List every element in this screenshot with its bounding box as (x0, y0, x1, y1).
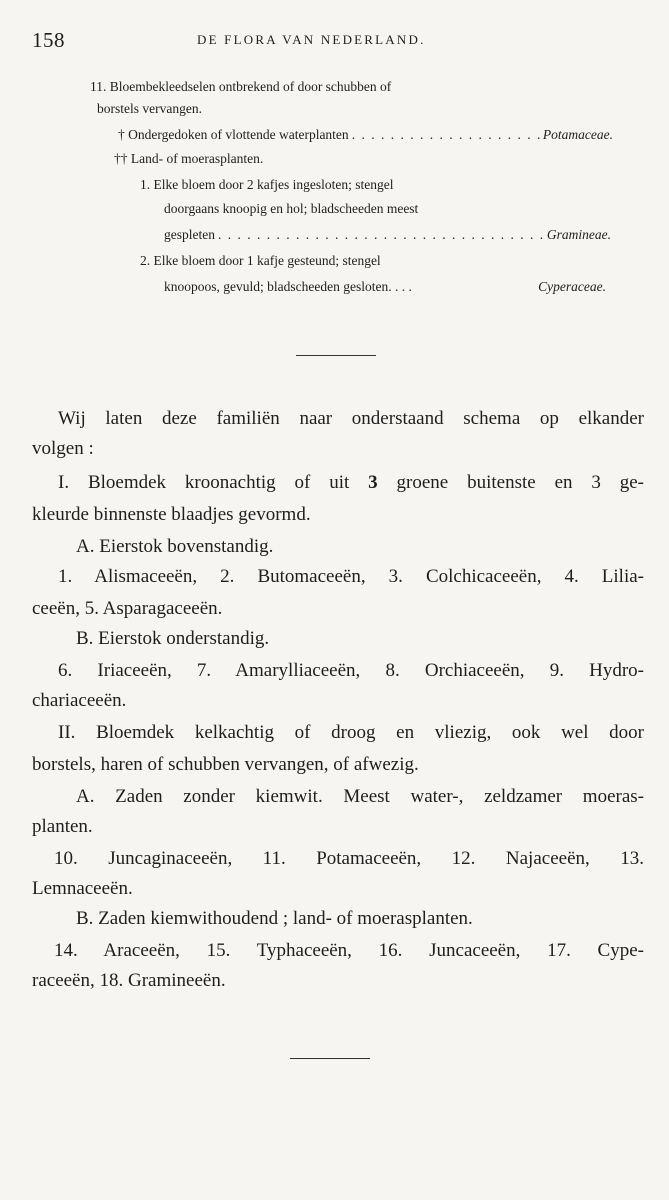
section-1-line-1 (58, 472, 644, 502)
key-sub-1-line-1: 1. Elke bloem door 2 kafjes ingesloten; stengel (140, 177, 394, 192)
section-1-number: 3 (368, 472, 378, 493)
section-2a-list-line-1: 10. Juncaginaceeën, 11. Potamaceeën, 12. Najaceeën, 13. (54, 848, 644, 869)
intro-line-2: volgen : (32, 438, 94, 459)
section-2a-heading-line-1: A. Zaden zonder kiemwit. Meest water-, zeldzamer moeras- (76, 786, 644, 807)
section-1-text-a: I. Bloemdek kroonachtig of uit (58, 472, 350, 493)
section-1b-list-line-2: chariaceeën. (32, 690, 127, 711)
page-header (32, 28, 609, 52)
section-2-line-2: borstels, haren of schubben vervangen, of afwezig. (32, 754, 419, 775)
section-1b-list-line-1: 6. Iriaceeën, 7. Amaryllіaceeën, 8. Orchiaceeën, 9. Hydro- (58, 660, 644, 681)
key-entry-text: gespleten (164, 227, 215, 242)
section-2b-list-line-2: raceeën, 18. Gramineeën. (32, 970, 226, 991)
key-entry-land-plants: †† Land- of moerasplanten. (114, 151, 264, 166)
family-name: Potamaceae. (542, 127, 613, 142)
leader-dots (352, 124, 540, 147)
key-item-11-line-2: borstels vervangen. (97, 101, 202, 116)
key-item-11-line-1: 11. Bloembekleedselen ontbrekend of door schubben of (90, 79, 392, 94)
section-1b-heading: B. Eierstok onderstandig. (76, 628, 270, 649)
section-1a-heading: A. Eierstok bovenstandig. (76, 536, 274, 557)
key-entry-gramineae (164, 224, 611, 247)
section-2-line-1: II. Bloemdek kelkachtig of droog en vliezig, ook wel door (58, 722, 644, 743)
section-2a-heading-line-2: planten. (32, 816, 93, 837)
section-rule (296, 355, 376, 356)
key-entry-cyperaceae (164, 276, 606, 299)
section-2b-heading: B. Zaden kiemwithoudend ; land- of moerasplanten. (76, 908, 473, 929)
section-1a-list-line-2: ceeën, 5. Asparagaceeën. (32, 598, 223, 619)
section-1a-list-line-1: 1. Alismaceeën, 2. Butomaceeën, 3. Colchicaceeën, 4. Lilia- (58, 566, 644, 587)
key-sub-1-line-2: doorgaans knoopig en hol; bladscheeden meest (164, 201, 419, 216)
section-1-text-b: groene buitenste en 3 ge- (396, 472, 644, 493)
family-name: Cyperaceae. (538, 279, 606, 294)
intro-line-1: Wij laten deze familiën naar onderstaand schema op elkander (58, 408, 644, 429)
running-title: DE FLORA VAN NEDERLAND. (197, 32, 426, 47)
key-entry-potamaceae (118, 124, 613, 147)
key-sub-2-line-1: 2. Elke bloem door 1 kafje gesteund; stengel (140, 253, 381, 268)
family-name: Gramineae. (546, 227, 611, 242)
section-2a-list-line-2: Lemnaceeën. (32, 878, 133, 899)
section-1-line-2: kleurde binnenste blaadjes gevormd. (32, 504, 311, 525)
key-entry-text: knoopoos, gevuld; bladscheeden gesloten. . . . (164, 279, 412, 294)
section-2b-list-line-1: 14. Araceeën, 15. Typhaceeën, 16. Juncaceeën, 17. Cype- (54, 940, 644, 961)
leader-dots (218, 224, 544, 247)
page-number: 158 (32, 28, 65, 52)
key-entry-text: † Ondergedoken of vlottende waterplanten (118, 127, 349, 142)
end-rule (290, 1058, 370, 1059)
